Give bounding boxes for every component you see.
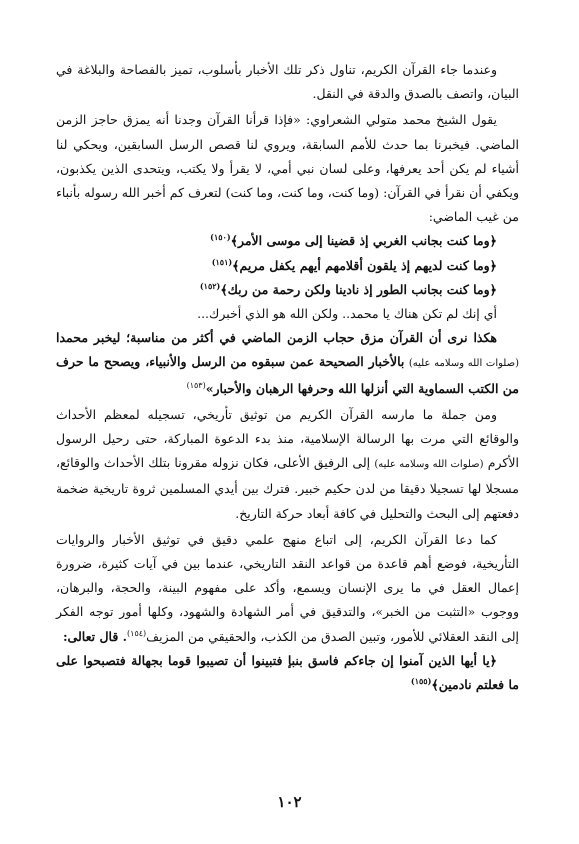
documentation-text-a: ومن جملة ما مارسه القرآن الكريم من توثيق تأريخي، تسجيله لمعظم الأحداث والوقائع التي مرت بها الرسالة الإسلامية، منذ بدء الدعوة المباركة، حتى رحيل الرسول الأكرم <box>56 406 519 471</box>
verse-152 <box>56 278 519 302</box>
footnote-ref-153: (١٥٣) <box>186 380 206 390</box>
time-veil-text-b: بالأخبار الصحيحة عمن سبقوه من الرسل والأنبياء، ويصحح ما حرف من الكتب السماوية التي أنزلها الله وحرفها الرهبان والأحبار» <box>56 354 519 396</box>
paragraph-shaarawi-quote <box>56 108 519 229</box>
verse-150-text: ﴿وما كنت بجانب الغربي إذ قضينا إلى موسى الأمر﴾ <box>230 233 497 249</box>
paragraph-explanation <box>56 302 519 326</box>
verse-155 <box>56 649 519 697</box>
salawat-2: (صلوات الله وسلامه عليه) <box>374 459 484 471</box>
verse-151-text: ﴿وما كنت لديهم إذ يلقون أقلامهم أيهم يكفل مريم﴾ <box>232 257 497 273</box>
method-text-end: . قال تعالى: <box>62 628 128 644</box>
verse-150 <box>56 229 519 253</box>
footnote-ref-154: (١٥٤) <box>127 628 147 638</box>
paragraph-method <box>56 528 519 649</box>
footnote-ref-152: (١٥٢) <box>199 280 221 291</box>
explanation-text: أي إنك لم تكن هناك يا محمد.. ولكن الله هو الذي أخبرك... <box>197 306 497 322</box>
footnote-ref-150: (١٥٠) <box>210 232 231 243</box>
salawat-1: (صلوات الله وسلامه عليه) <box>408 358 519 370</box>
footnote-ref-155: (١٥٥) <box>410 675 432 686</box>
intro-text: وعندما جاء القرآن الكريم، تناول ذكر تلك الأخبار بأسلوب، تميز بالفصاحة والبلاغة في البيان، واتصف بالصدق والدقة في النقل. <box>56 62 519 102</box>
paragraph-time-veil <box>56 326 519 401</box>
verse-151 <box>56 254 519 278</box>
paragraph-documentation <box>56 403 519 526</box>
method-text: كما دعا القرآن الكريم، إلى اتباع منهج علمي دقيق في توثيق الأخبار والروايات التأريخية، فوضع أهم قاعدة من قواعد النقد التاريخي، عندما بين في آيات كثيرة، ضرورة إعمال العقل في ما يرى الإنسان ويسمع، وأكد على مفهوم البينة، والحجة، والبرهان، ووجوب «التثبت من الخبر»، والتدقيق في أمر الشهادة والشهود، وكلها أمور توجه الفكر إلى النقد العقلائي للأمور، وتبين الصدق من الكذب، والحقيقي من المزيف <box>56 531 519 644</box>
footnote-ref-151: (١٥١) <box>211 256 233 267</box>
documentation-text-b: إلى الرفيق الأعلى، فكان نزوله مقرونا بتلك الأحداث والوقائع، مسجلا لها تسجيلا دقيقا من لدن حكيم خبير. فترك بين أيدي المسلمين ثروة تاريخية ضخمة دفعتهم إلى البحث والتحليل في كافة أبعاد حركة التاريخ. <box>56 455 519 521</box>
time-veil-text-a: هكذا نرى أن القرآن مزق حجاب الزمن الماضي في أكثر من مناسبة؛ ليخبر محمدا <box>56 330 497 346</box>
verse-155-text: ﴿يا أيها الذين آمنوا إن جاءكم فاسق بنبإ فتبينوا أن تصيبوا قوما بجهالة فتصبحوا على ما فعلتم نادمين﴾ <box>56 652 519 693</box>
paragraph-intro <box>56 58 519 106</box>
shaarawi-quote-text: يقول الشيخ محمد متولي الشعراوي: «فإذا قرأنا القرآن وجدنا أنه يمزق حاجز الزمن الماضي. فيخبرنا بما حدث للأمم السابقة، ويروي لنا قصص الرسل السابقين، ويحكي لنا أشياء لم يكن أحد يعرفها، وعلى لسان نبي أمي، لا يقرأ ولا يكتب، ويتحدى الذين يكذبون، ويكفي أن نقرأ في القرآن: (وما كنت، وما كنت، وما كنت) لتعرف كم أخبر الله رسوله بأنباء من غيب الماضي: <box>56 112 519 225</box>
verse-152-text: ﴿وما كنت بجانب الطور إذ نادينا ولكن رحمة من ربك﴾ <box>220 281 497 297</box>
page-number: ١٠٢ <box>277 793 302 811</box>
